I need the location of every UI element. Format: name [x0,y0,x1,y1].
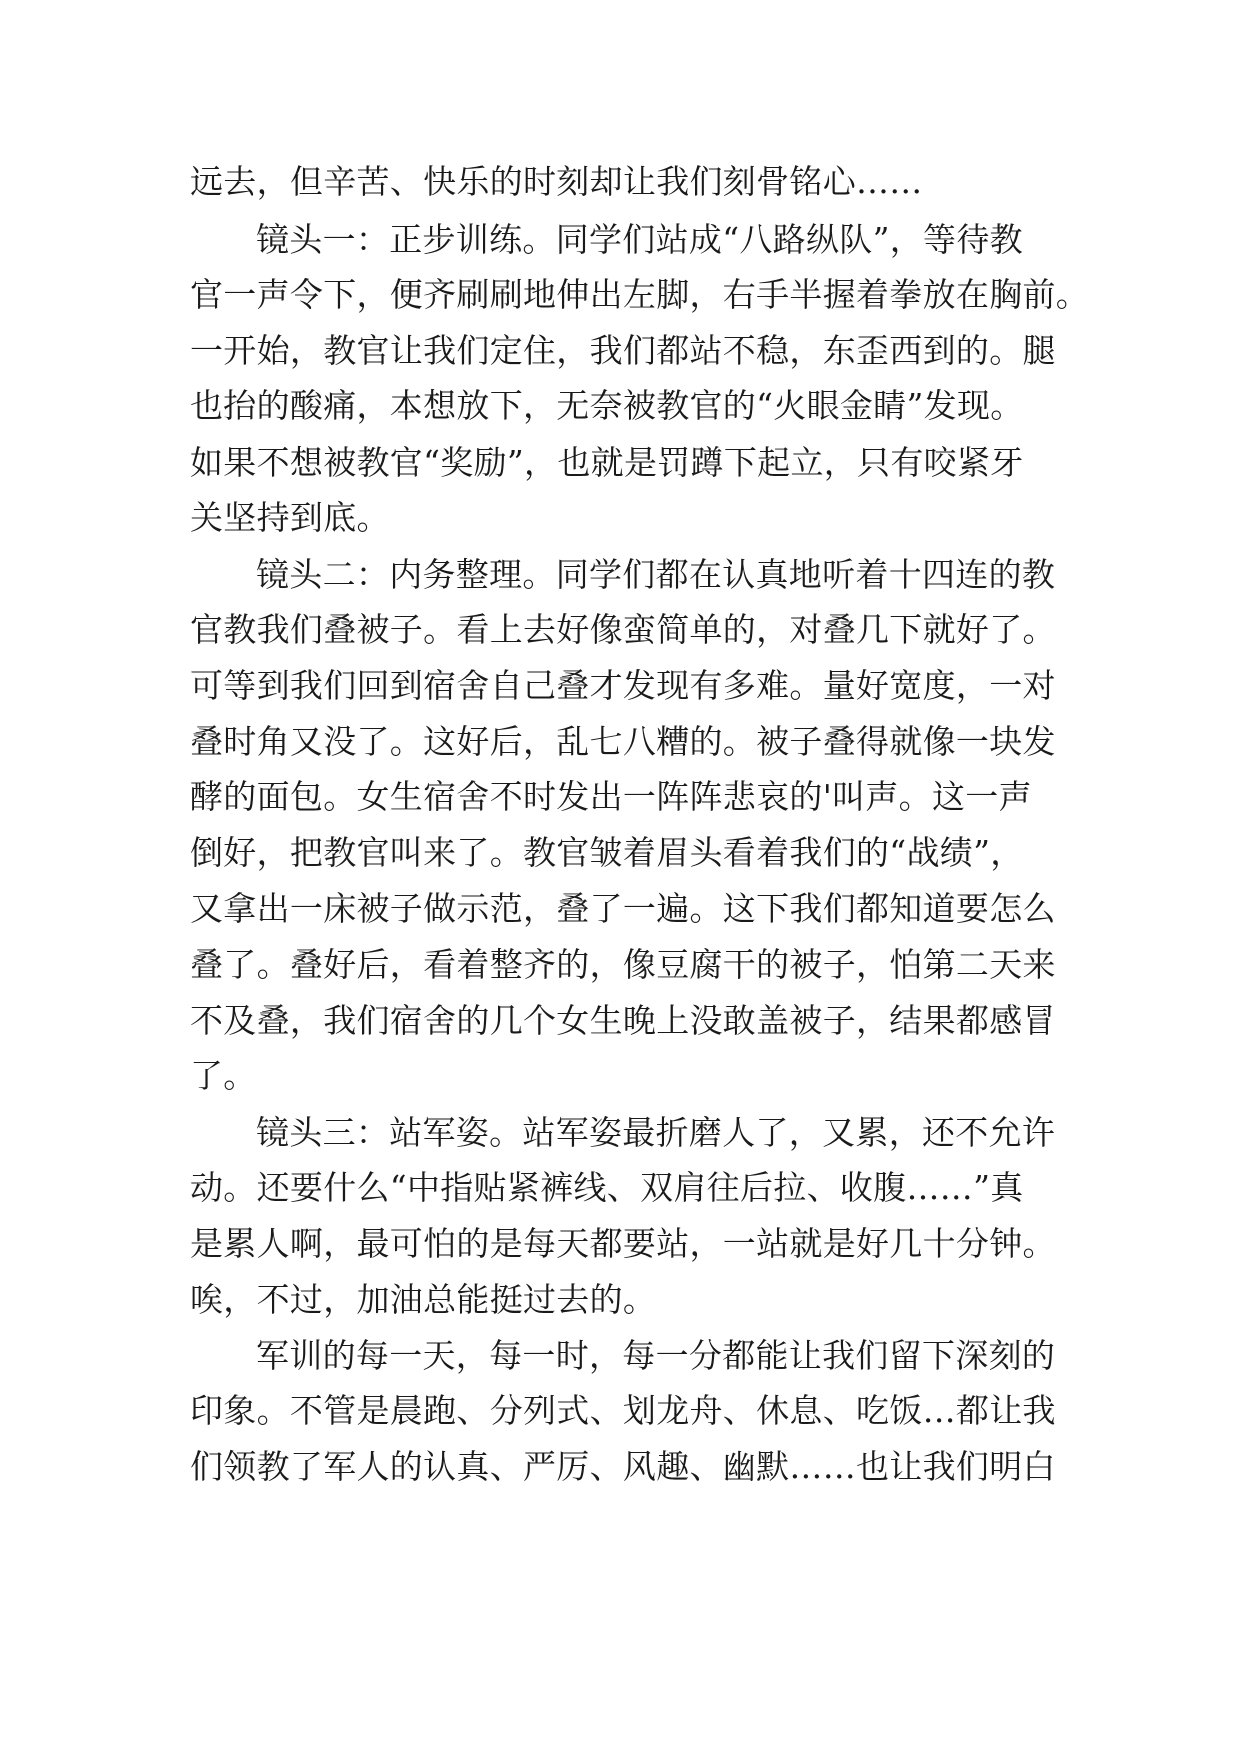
paragraph-start-line: 镜头二：内务整理。同学们都在认真地听着十四连的教 [256,555,1056,594]
paragraph-start-line: 镜头一：正步训练。同学们站成“八路纵队”，等待教 [256,220,1023,259]
text-line: 叠了。叠好后，看着整齐的，像豆腐干的被子，怕第二天来 [190,945,1056,984]
text-line: 又拿出一床被子做示范，叠了一遍。这下我们都知道要怎么 [190,889,1056,928]
text-line: 官教我们叠被子。看上去好像蛮简单的，对叠几下就好了。 [190,610,1056,649]
text-line: 关坚持到底。 [190,498,390,537]
text-line: 也抬的酸痛，本想放下，无奈被教官的“火眼金睛”发现。 [190,386,1024,425]
text-line: 酵的面包。女生宿舍不时发出一阵阵悲哀的'叫声。这一声 [190,777,1032,816]
text-line: 唉，不过，加油总能挺过去的。 [190,1280,657,1319]
text-line: 是累人啊，最可怕的是每天都要站，一站就是好几十分钟。 [190,1224,1056,1263]
text-line: 们领教了军人的认真、严厉、风趣、幽默……也让我们明白 [190,1447,1056,1486]
text-line: 远去，但辛苦、快乐的时刻却让我们刻骨铭心…… [190,162,923,201]
text-line: 叠时角又没了。这好后，乱七八糟的。被子叠得就像一块发 [190,722,1056,761]
text-line: 一开始，教官让我们定住，我们都站不稳，东歪西到的。腿 [190,331,1056,370]
paragraph-start-line: 军训的每一天，每一时，每一分都能让我们留下深刻的 [256,1336,1056,1375]
text-line: 了。 [190,1056,257,1095]
text-line: 如果不想被教官“奖励”，也就是罚蹲下起立，只有咬紧牙 [190,443,1024,482]
text-line: 不及叠，我们宿舍的几个女生晚上没敢盖被子，结果都感冒 [190,1001,1056,1040]
text-line: 官一声令下，便齐刷刷地伸出左脚，右手半握着拳放在胸前。 [190,275,1090,314]
text-line: 可等到我们回到宿舍自己叠才发现有多难。量好宽度，一对 [190,666,1056,705]
text-line: 印象。不管是晨跑、分列式、划龙舟、休息、吃饭…都让我 [190,1391,1056,1430]
text-line: 倒好，把教官叫来了。教官皱着眉头看着我们的“战绩”， [190,833,1024,872]
text-line: 动。还要什么“中指贴紧裤线、双肩往后拉、收腹……”真 [190,1168,1024,1207]
paragraph-start-line: 镜头三：站军姿。站军姿最折磨人了，又累，还不允许 [256,1113,1056,1152]
